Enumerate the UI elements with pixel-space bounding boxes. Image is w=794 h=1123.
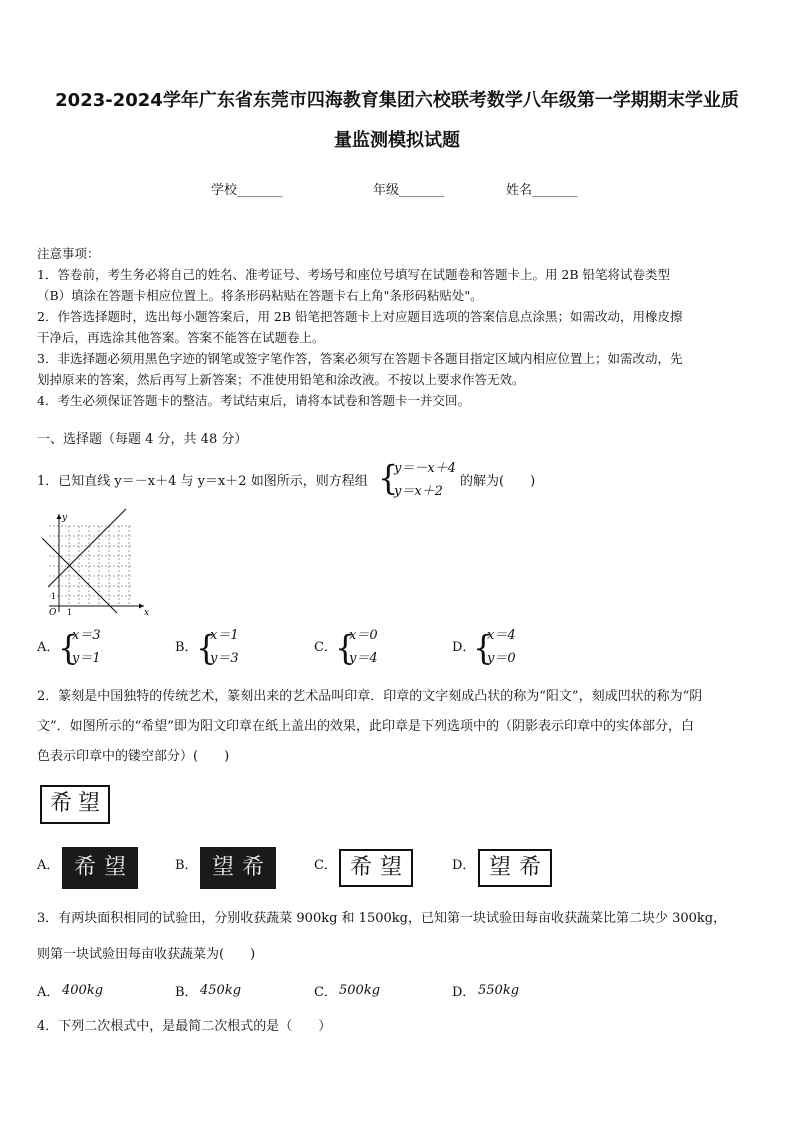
name-field: 姓名_______ [506,183,578,198]
exam-title-line2: 量监测模拟试题 [334,130,460,151]
school-field: 学校_______ [211,183,283,198]
q1-graph [36,508,154,618]
q1-option-a-y: y＝1 [72,651,101,666]
q3-option-b-value: 450kg [200,983,242,998]
q2-line: 色表示印章中的镂空部分）( ) [37,749,230,764]
y-tick-1: 1 [51,592,57,601]
q1-system-eq1: y＝－x＋4 [394,461,456,476]
line-y-x-plus-2 [48,509,126,587]
notice-heading: 注意事项： [37,246,100,261]
seal-char-1: 希 [350,855,373,880]
q3-line: 则第一块试验田每亩收获蔬菜为( ) [37,947,256,962]
brace-icon: { [196,628,217,668]
q3-option-b-label: B． [175,985,198,1000]
q1-option-c-y: y＝4 [349,651,378,666]
seal-char-2: 希 [519,855,542,880]
brace-icon: { [335,628,356,668]
q1-option-a-label: A． [37,640,60,655]
q3-line: 3．有两块面积相同的试验田，分别收获蔬菜 900kg 和 1500kg，已知第一块试验田每亩收获蔬菜比第二块少 300kg， [37,911,727,926]
q3-option-d-value: 550kg [478,983,520,998]
seal-char-2: 望 [104,855,127,880]
q3-option-a-label: A． [37,985,60,1000]
q1-option-b-x: x＝1 [210,628,239,643]
q3-option-c-label: C． [314,985,337,1000]
q1-option-b-label: B． [175,640,198,655]
notice-line: （B）填涂在答题卡相应位置上。将条形码粘贴在答题卡右上角"条形码粘贴处"。 [37,288,483,303]
seal-char-1: 望 [489,855,512,880]
q1-tail: 的解为( ) [460,474,536,489]
section-heading: 一、选择题（每题 4 分，共 48 分） [37,432,248,447]
seal-char-1: 希 [50,791,73,816]
x-axis-label: x [144,608,150,618]
q3-option-c-value: 500kg [339,983,381,998]
q1-option-d-y: y＝0 [487,651,516,666]
q4-text: 4．下列二次根式中，是最简二次根式的是（ ） [37,1019,332,1034]
brace-icon: { [473,628,494,668]
notice-line: 3．非选择题必须用黑色字迹的钢笔或签字笔作答，答案必须写在答题卡各题目指定区域内相应位置上；如需改动，先 [37,351,683,366]
q1-option-d-label: D． [452,640,476,655]
brace-icon: { [58,628,79,668]
q2-option-c-seal [339,849,413,887]
notice-line: 4．考生必须保证答题卡的整洁。考试结束后，请将本试卷和答题卡一并交回。 [37,393,470,408]
q2-option-b-label: B． [175,858,198,873]
notice-line: 1．答卷前，考生务必将自己的姓名、准考证号、考场号和座位号填写在试题卷和答题卡上。用 2B 铅笔将试卷类型 [37,267,671,282]
notice-line: 划掉原来的答案，然后再写上新答案；不准使用铅笔和涂改液。不按以上要求作答无效。 [37,372,525,387]
q1-option-a-x: x＝3 [72,628,101,643]
seal-char-2: 望 [380,855,403,880]
seal-char-1: 希 [74,855,97,880]
line-graph [36,508,154,618]
line-y-neg-x-plus-4 [42,538,117,613]
q1-system-eq2: y＝x＋2 [394,484,443,499]
seal-char-2: 望 [78,791,101,816]
q1-text: 1．已知直线 y＝－x＋4 与 y＝x＋2 如图所示，则方程组 [37,474,368,489]
origin-label: O [49,608,57,618]
q2-option-d-label: D． [452,858,476,873]
q1-option-c-x: x＝0 [349,628,378,643]
q3-option-d-label: D． [452,985,476,1000]
q2-line: 2．篆刻是中国独特的传统艺术，篆刻出来的艺术品叫印章．印章的文字刻成凸状的称为“阳文”，刻成凹状的称为“阴 [37,689,703,704]
seal-char-1: 望 [212,855,235,880]
q2-option-b-seal [200,847,276,889]
y-axis-label: y [62,513,68,523]
q2-option-a-label: A． [37,858,60,873]
notice-line: 干净后，再选涂其他答案。答案不能答在试题卷上。 [37,330,325,345]
grade-field: 年级_______ [373,183,445,198]
seal-imprint [40,785,110,824]
q1-option-c-label: C． [314,640,337,655]
notice-line: 2．作答选择题时，选出每小题答案后，用 2B 铅笔把答题卡上对应题目选项的答案信息点涂黑；如需改动，用橡皮擦 [37,309,683,324]
q3-option-a-value: 400kg [62,983,104,998]
x-tick-1: 1 [67,608,73,617]
q2-line: 文”．如图所示的“希望”即为阳文印章在纸上盖出的效果，此印章是下列选项中的（阴影表示印章中的实体部分，白 [37,719,694,734]
q2-option-d-seal [478,849,552,887]
q1-option-b-y: y＝3 [210,651,239,666]
brace-icon: { [378,458,399,498]
q2-option-a-seal [62,847,138,889]
q1-option-d-x: x＝4 [487,628,516,643]
exam-title-line1: 2023-2024学年广东省东莞市四海教育集团六校联考数学八年级第一学期期末学业质 [55,90,739,111]
seal-char-2: 希 [242,855,265,880]
q2-option-c-label: C． [314,858,337,873]
